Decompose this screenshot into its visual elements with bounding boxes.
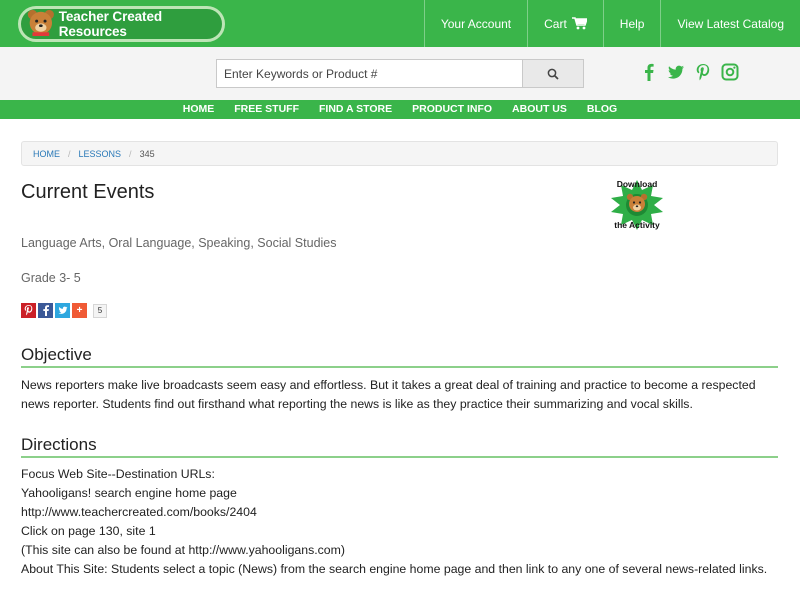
directions-divider [21, 456, 778, 458]
breadcrumb-lessons[interactable]: LESSONS [78, 148, 122, 159]
instagram-icon[interactable] [721, 63, 739, 81]
social-links [640, 63, 739, 81]
cart-label: Cart [544, 16, 567, 31]
directions-line: Yahooligans! search engine home page [21, 486, 237, 500]
help-link[interactable] [603, 0, 661, 47]
directions-line: About This Site: Students select a topic (News) from the search engine home page and then link to any one of several news-related links. [21, 562, 768, 576]
twitter-share-button[interactable] [55, 303, 70, 318]
breadcrumb-home[interactable]: HOME [33, 148, 60, 159]
directions-line: Click on page 130, site 1 [21, 524, 156, 538]
nav-home[interactable]: HOME [182, 103, 215, 115]
view-catalog-label: View Latest Catalog [677, 16, 784, 31]
brand-logo[interactable] [18, 6, 225, 42]
help-label: Help [619, 16, 645, 31]
objective-text: News reporters make live broadcasts seem easy and effortless. But it takes a great deal of training and practice to become a respected news reporter. Students find out firsthand what reporting the news is like as they practice their summarizing and vocal skills. [21, 378, 756, 411]
objective-divider [21, 366, 778, 368]
directions-text [21, 465, 781, 579]
lesson-subjects: Language Arts, Oral Language, Speaking, Social Studies [21, 236, 337, 250]
nav-product-info[interactable]: PRODUCT INFO [412, 103, 493, 115]
nav-about-us[interactable]: ABOUT US [512, 103, 567, 115]
share-buttons [21, 303, 107, 318]
your-account-link[interactable] [424, 0, 527, 47]
facebook-icon [43, 305, 49, 316]
breadcrumb-separator: / [68, 148, 71, 159]
share-count: 5 [93, 304, 107, 318]
search-band [0, 47, 800, 100]
cart-icon [572, 17, 587, 30]
twitter-icon[interactable] [667, 63, 685, 81]
search-button[interactable] [522, 59, 584, 88]
brand-name: Teacher Created Resources [58, 9, 162, 39]
top-bar [0, 0, 800, 47]
main-nav [0, 100, 800, 119]
cart-link[interactable] [527, 0, 603, 47]
directions-line: Focus Web Site--Destination URLs: [21, 467, 215, 481]
top-nav [424, 0, 800, 47]
facebook-icon[interactable] [640, 63, 658, 81]
pinterest-icon [24, 305, 33, 316]
facebook-share-button[interactable] [38, 303, 53, 318]
pinterest-icon[interactable] [694, 63, 712, 81]
nav-find-a-store[interactable]: FIND A STORE [319, 103, 393, 115]
breadcrumb-current: 345 [139, 148, 155, 159]
plus-icon: + [76, 305, 83, 316]
add-share-button[interactable] [72, 303, 87, 318]
download-label-bottom: the Activity [614, 220, 660, 230]
nav-blog[interactable]: BLOG [586, 103, 618, 115]
twitter-icon [58, 306, 68, 315]
search-icon [547, 68, 559, 80]
download-activity-button[interactable] [606, 176, 668, 232]
view-catalog-link[interactable] [660, 0, 800, 47]
lesson-grade: Grade 3- 5 [21, 271, 81, 285]
pinterest-share-button[interactable] [21, 303, 36, 318]
directions-line: (This site can also be found at http://www.yahooligans.com) [21, 543, 345, 557]
your-account-label: Your Account [440, 16, 512, 31]
objective-heading: Objective [21, 345, 92, 364]
nav-free-stuff[interactable]: FREE STUFF [234, 103, 299, 115]
search-input[interactable] [216, 59, 523, 88]
directions-url[interactable]: http://www.teachercreated.com/books/2404 [21, 505, 257, 519]
download-label-top: Download [616, 179, 658, 189]
directions-heading: Directions [21, 435, 97, 454]
breadcrumb-separator: / [129, 148, 132, 159]
bear-mascot-icon [25, 6, 57, 38]
breadcrumb [21, 141, 778, 166]
page-title: Current Events [21, 181, 155, 203]
